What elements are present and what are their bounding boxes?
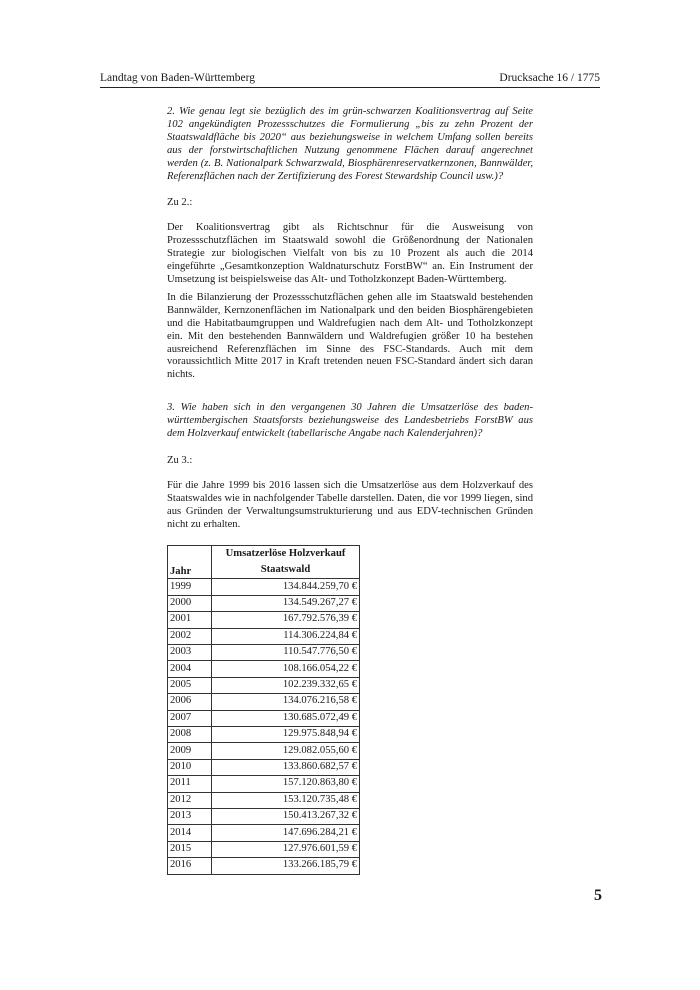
table-row [168, 841, 360, 857]
answer-3-paragraph: Für die Jahre 1999 bis 2016 lassen sich die Umsatzerlöse aus dem Holzverkauf des Staatswaldes wie in nachfolgender Tabelle darstellen. Daten, die vor 1999 liegen, sind aus Gründen der Verwaltungsumstrukturierung und aus EDV-technischen Gründen nicht zu erhalten. [167, 479, 533, 530]
row-year: 2014 [168, 825, 212, 841]
header-parliament: Landtag von Baden-Württemberg [100, 72, 255, 84]
question-2-text: Wie genau legt sie bezüglich des im grün-schwarzen Koalitionsvertrag auf Seite 102 angekündigten Prozessschutzes die Formulierung „bis zu zehn Prozent der Staatswaldfläche bis 2020“ aus beziehungsweise in welchem Umfang sollen bereits aus der forstwirtschaftlichen Nutzung genommene Flächen darauf angerechnet werden (z. B. Nationalpark Schwarzwald, Biosphärenreservatkernzonen, Bannwälder, Referenzflächen nach der Zertifizierung des Forest Stewardship Council usw.)? [167, 106, 533, 182]
row-revenue: 134.549.267,27 € [212, 595, 360, 611]
row-revenue: 102.239.332,65 € [212, 677, 360, 693]
row-revenue: 147.696.284,21 € [212, 825, 360, 841]
answer-3-label: Zu 3.: [167, 454, 193, 466]
row-year: 2003 [168, 645, 212, 661]
row-revenue: 133.860.682,57 € [212, 759, 360, 775]
row-year: 2008 [168, 726, 212, 742]
answer-2-label: Zu 2.: [167, 197, 193, 209]
row-revenue: 129.082.055,60 € [212, 743, 360, 759]
table-row [168, 858, 360, 874]
row-revenue: 108.166.054,22 € [212, 661, 360, 677]
question-2-number: 2. [167, 106, 175, 117]
row-year: 2015 [168, 841, 212, 857]
header-revenue [212, 546, 360, 579]
row-year: 2005 [168, 677, 212, 693]
table-row [168, 579, 360, 595]
header-document-number: Drucksache 16 / 1775 [499, 72, 600, 84]
header-revenue-line1: Umsatzerlöse Holzverkauf [225, 548, 346, 560]
row-revenue: 134.076.216,58 € [212, 694, 360, 710]
table-row [168, 645, 360, 661]
row-revenue: 129.975.848,94 € [212, 726, 360, 742]
row-year: 2000 [168, 595, 212, 611]
table-row [168, 710, 360, 726]
row-year: 2004 [168, 661, 212, 677]
table-row [168, 661, 360, 677]
page-content [167, 106, 533, 875]
table-row [168, 726, 360, 742]
row-year: 2007 [168, 710, 212, 726]
row-revenue: 130.685.072,49 € [212, 710, 360, 726]
answer-2-paragraph-1: Der Koalitionsvertrag gibt als Richtschnur für die Ausweisung von Prozessschutzflächen im Staatswald sowohl die Größenordnung der Nationalen Strategie zur biologischen Vielfalt von bis zu 10 Prozent als auch die 2014 eingeführte „Gesamtkonzeption Waldnaturschutz ForstBW“ an. Ein Instrument der Umsetzung ist beispielsweise das Alt- und Totholzkonzept Baden-Württemberg. [167, 222, 533, 285]
row-revenue: 114.306.224,84 € [212, 628, 360, 644]
header-divider [100, 87, 600, 88]
header-revenue-line2: Staatswald [260, 564, 311, 576]
answer-2-paragraph-2: In die Bilanzierung der Prozessschutzflächen gehen alle im Staatswald bestehenden Bannwälder, Kernzonenflächen im Nationalpark und den beiden Biosphärengebieten und die Habitatbaumgruppen und Waldrefugien nach dem Alt- und Totholzkonzept ein. Mit den bestehenden Bannwäldern und Waldrefugien größer 10 ha bestehen ausreichend Referenzflächen im Sinne des FSC-Standards. Auch mit dem voraussichtlich Mitte 2017 in Kraft tretenden neuen FSC-Standard ändert sich daran nichts. [167, 291, 533, 381]
row-revenue: 133.266.185,79 € [212, 858, 360, 874]
question-3-number: 3. [167, 402, 175, 414]
table-row [168, 776, 360, 792]
row-year: 2012 [168, 792, 212, 808]
row-revenue: 110.547.776,50 € [212, 645, 360, 661]
question-3 [167, 402, 533, 441]
table-row [168, 808, 360, 824]
row-year: 2016 [168, 858, 212, 874]
table-row [168, 694, 360, 710]
table-row [168, 612, 360, 628]
row-revenue: 127.976.601,59 € [212, 841, 360, 857]
header-year: Jahr [168, 546, 212, 579]
revenue-table [167, 545, 360, 874]
row-year: 2001 [168, 612, 212, 628]
question-3-text: Wie haben sich in den vergangenen 30 Jahren die Umsatzerlöse des baden-württembergischen Staatsforsts beziehungsweise des Landesbetriebs ForstBW aus dem Holzverkauf entwickelt (tabellarische Angabe nach Kalenderjahren)? [167, 402, 533, 440]
row-revenue: 167.792.576,39 € [212, 612, 360, 628]
table-row [168, 792, 360, 808]
page-number: 5 [594, 887, 602, 904]
table-row [168, 759, 360, 775]
row-revenue: 134.844.259,70 € [212, 579, 360, 595]
question-2 [167, 106, 533, 183]
row-year: 2009 [168, 743, 212, 759]
table-row [168, 743, 360, 759]
row-revenue: 150.413.267,32 € [212, 808, 360, 824]
row-revenue: 157.120.863,80 € [212, 776, 360, 792]
table-row [168, 825, 360, 841]
row-year: 2002 [168, 628, 212, 644]
row-year: 2011 [168, 776, 212, 792]
row-year: 1999 [168, 579, 212, 595]
row-year: 2010 [168, 759, 212, 775]
row-year: 2013 [168, 808, 212, 824]
table-row [168, 677, 360, 693]
table-row [168, 628, 360, 644]
row-year: 2006 [168, 694, 212, 710]
table-header-row [168, 546, 360, 579]
row-revenue: 153.120.735,48 € [212, 792, 360, 808]
table-row [168, 595, 360, 611]
